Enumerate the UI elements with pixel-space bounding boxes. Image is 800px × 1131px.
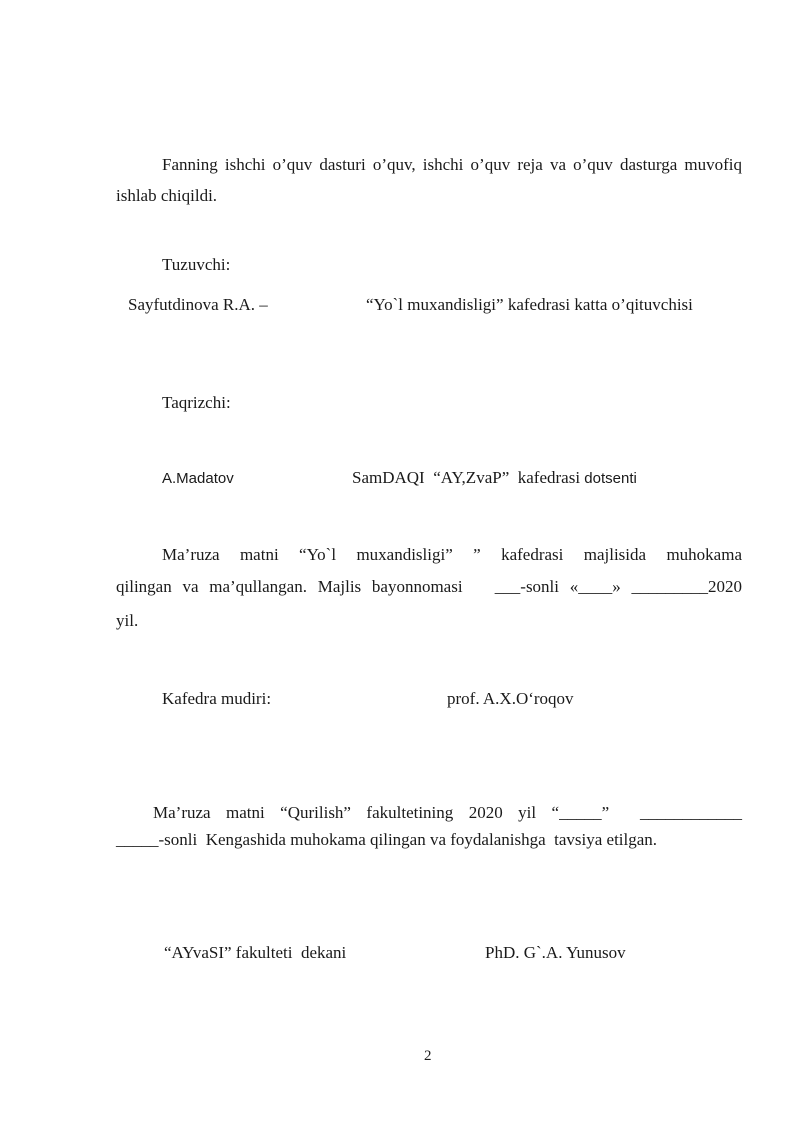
reviewer-position-main: SamDAQI “AY,ZvaP” kafedrasi xyxy=(352,468,581,487)
reviewer-label: Taqrizchi: xyxy=(162,393,231,412)
faculty-approval-line1: Ma’ruza matni “Qurilish” fakultetining 2020 yil “_____” ____________ xyxy=(153,803,742,822)
dean-name: PhD. G`.A. Yunusov xyxy=(485,943,626,962)
head-of-department-label: Kafedra mudiri: xyxy=(162,689,272,708)
department-approval-line3: yil. xyxy=(116,611,139,630)
author-name: Sayfutdinova R.A. – xyxy=(128,295,268,314)
page-number: 2 xyxy=(424,1048,432,1064)
department-approval-line2: qilingan va ma’qullangan. Majlis bayonnomasi ___-sonli «____» _________2020 xyxy=(116,577,742,596)
reviewer-position xyxy=(352,469,637,486)
faculty-approval-line2: _____-sonli Kengashida muhokama qilingan va foydalanishga tavsiya etilgan. xyxy=(116,830,658,849)
head-of-department-name: prof. A.X.O‘roqov xyxy=(447,689,574,708)
department-approval-line1: Ma’ruza matni “Yo`l muxandisligi” ” kafedrasi majlisida muhokama xyxy=(162,545,742,564)
reviewer-name: A.Madatov xyxy=(162,470,234,487)
author-label: Tuzuvchi: xyxy=(162,255,231,274)
author-position: “Yo`l muxandisligi” kafedrasi katta o’qituvchisi xyxy=(366,295,693,314)
intro-paragraph: Fanning ishchi o’quv dasturi o’quv, ishchi o’quv reja va o’quv dasturga muvofiq ishlab chiqildi. xyxy=(116,155,742,205)
reviewer-position-tail: dotsenti xyxy=(584,470,637,487)
dean-label: “AYvaSI” fakulteti dekani xyxy=(164,943,347,962)
